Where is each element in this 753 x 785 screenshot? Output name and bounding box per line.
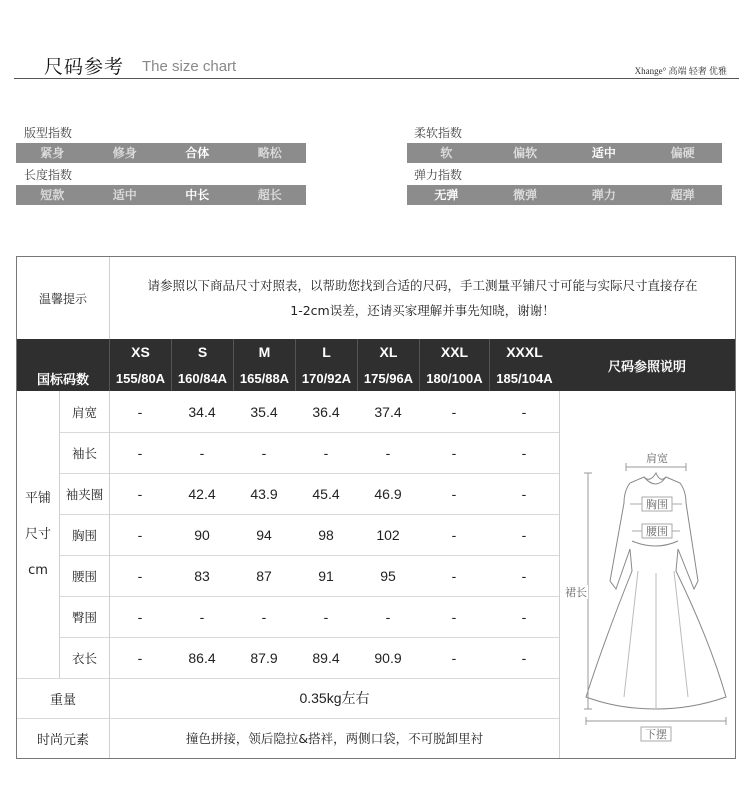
measure-value: - (451, 403, 457, 420)
measure-name: 肩宽 (71, 404, 97, 420)
intl-code-cell: 185/104A (489, 365, 559, 391)
measure-value: 86.4 (188, 649, 216, 666)
measure-value: - (521, 526, 527, 543)
measure-value: - (199, 444, 205, 461)
waist-seam (632, 541, 678, 546)
measure-value: 37.4 (374, 403, 402, 420)
measure-name: 胸围 (71, 527, 97, 543)
measure-value: 98 (318, 526, 334, 543)
intl-code-cell: 160/84A (171, 365, 233, 391)
measure-value: 43.9 (250, 485, 278, 502)
tip-text-line-2: 1-2cm误差，还请买家理解并事先知晓，谢谢！ (290, 303, 555, 318)
size-code-cell: L (295, 339, 357, 365)
measure-name: 衣长 (71, 650, 97, 666)
tip-label: 温馨提示 (38, 291, 87, 306)
diagram-chest-label: 胸围 (646, 498, 668, 511)
skirt-folds (624, 571, 688, 709)
length-index-bar (16, 185, 306, 205)
measure-name: 臀围 (71, 609, 97, 625)
measure-value: - (451, 444, 457, 461)
measure-value: 42.4 (188, 485, 216, 502)
softness-index-bar (407, 143, 722, 163)
measure-value: - (323, 608, 329, 625)
measure-value: - (451, 608, 457, 625)
measure-value: 89.4 (312, 649, 340, 666)
measure-value: - (451, 526, 457, 543)
intl-code-cell: 170/92A (295, 365, 357, 391)
measure-value: - (521, 485, 527, 502)
index-option: 无弹 (434, 188, 459, 202)
style-elements-value: 撞色拼接，领后隐拉&搭袢，两侧口袋，不可脱卸里衬 (185, 731, 484, 746)
measure-value: - (521, 403, 527, 420)
weight-value: 0.35kg左右 (299, 690, 370, 706)
index-option: 适中 (591, 146, 616, 160)
measure-value: 46.9 (374, 485, 402, 502)
length-index-label: 长度指数 (24, 168, 73, 182)
fit-index-bar (16, 143, 306, 163)
page-subtitle: The size chart (142, 58, 237, 75)
measure-name: 袖夹圈 (65, 486, 104, 502)
index-option: 偏硬 (670, 146, 695, 160)
header-divider (14, 78, 739, 79)
measure-value: 35.4 (250, 403, 278, 420)
measure-value: - (323, 444, 329, 461)
page-title: 尺码参考 (44, 56, 125, 78)
diagram-hem-label: 下摆 (645, 728, 667, 741)
measure-value: - (521, 608, 527, 625)
measure-value: 102 (376, 526, 400, 543)
measure-value: - (137, 608, 143, 625)
divider (109, 391, 110, 678)
index-option: 紧身 (40, 146, 65, 160)
measure-value: 90 (194, 526, 210, 543)
measure-value: - (451, 649, 457, 666)
index-option: 微弹 (513, 188, 538, 202)
tip-text-line-1: 请参照以下商品尺寸对照表，以帮助您找到合适的尺码，手工测量平铺尺寸可能与实际尺寸直接存在 (147, 278, 698, 293)
index-option: 超弹 (670, 188, 695, 202)
weight-label: 重量 (49, 692, 76, 708)
style-elements-label: 时尚元素 (36, 732, 89, 748)
intl-code-cell: 165/88A (233, 365, 295, 391)
measure-value: - (521, 444, 527, 461)
softness-index-label: 柔软指数 (414, 126, 463, 140)
size-code-cell: M (233, 339, 295, 365)
measure-value: 95 (380, 567, 396, 584)
size-table (16, 256, 736, 759)
measure-value: 45.4 (312, 485, 340, 502)
row-divider (60, 596, 559, 597)
measure-value: - (261, 444, 267, 461)
index-option: 软 (440, 146, 453, 160)
index-option: 弹力 (591, 188, 616, 202)
dress-diagram (560, 391, 735, 758)
measure-value: - (137, 403, 143, 420)
measure-value: - (385, 444, 391, 461)
measure-value: 91 (318, 567, 334, 584)
measure-value: 94 (256, 526, 272, 543)
measure-value: 34.4 (188, 403, 216, 420)
measure-value: - (137, 444, 143, 461)
measure-name: 腰围 (71, 568, 97, 584)
intl-code-cell: 180/100A (419, 365, 489, 391)
measure-value: - (137, 567, 143, 584)
measure-name: 袖长 (71, 445, 97, 461)
diagram-waist-label: 腰围 (646, 525, 668, 538)
intl-code-label: 国标码数 (17, 365, 109, 391)
measure-value: 90.9 (374, 649, 402, 666)
group-label-line-2: 尺寸 (24, 526, 51, 542)
measure-value: - (385, 608, 391, 625)
fit-index-label: 版型指数 (24, 126, 73, 140)
size-code-cell: XL (357, 339, 419, 365)
row-divider (60, 555, 559, 556)
measure-value: - (137, 649, 143, 666)
row-divider (60, 514, 559, 515)
collar (644, 477, 666, 484)
size-code-cell: XXL (419, 339, 489, 365)
size-code-cell: XXXL (489, 339, 559, 365)
measure-value: 83 (194, 567, 210, 584)
intl-code-cell: 155/80A (109, 365, 171, 391)
measure-value: 36.4 (312, 403, 340, 420)
elasticity-index-bar (407, 185, 722, 205)
measure-value: - (137, 526, 143, 543)
size-reference-title: 尺码参照说明 (559, 339, 735, 391)
index-option: 修身 (112, 146, 137, 160)
measure-value: 87.9 (250, 649, 278, 666)
row-divider (60, 637, 559, 638)
intl-code-cell: 175/96A (357, 365, 419, 391)
index-option: 偏软 (513, 146, 538, 160)
index-option: 超长 (257, 188, 282, 202)
elasticity-index-label: 弹力指数 (414, 168, 463, 182)
measure-value: - (451, 485, 457, 502)
size-code-cell: S (171, 339, 233, 365)
measure-value: - (521, 649, 527, 666)
measure-value: 87 (256, 567, 272, 584)
group-label-line-3: cm (28, 562, 48, 578)
measure-value: - (137, 485, 143, 502)
header-blank (17, 339, 109, 365)
measure-value: - (199, 608, 205, 625)
index-option: 中长 (185, 188, 210, 202)
index-option: 合体 (185, 146, 210, 160)
row-divider (60, 473, 559, 474)
measure-value: - (521, 567, 527, 584)
flat-measure-group-label (17, 391, 59, 678)
diagram-length-label: 裙长 (565, 586, 587, 599)
size-code-cell: XS (109, 339, 171, 365)
measure-value: - (261, 608, 267, 625)
group-label-line-1: 平铺 (24, 490, 51, 506)
brand-tagline: Xhange° 高端 轻奢 优雅 (634, 66, 727, 76)
diagram-shoulder-label: 肩宽 (646, 452, 668, 465)
index-option: 短款 (40, 188, 65, 202)
row-divider (60, 432, 559, 433)
index-option: 适中 (112, 188, 137, 202)
measure-value: - (451, 567, 457, 584)
index-option: 略松 (257, 146, 282, 160)
